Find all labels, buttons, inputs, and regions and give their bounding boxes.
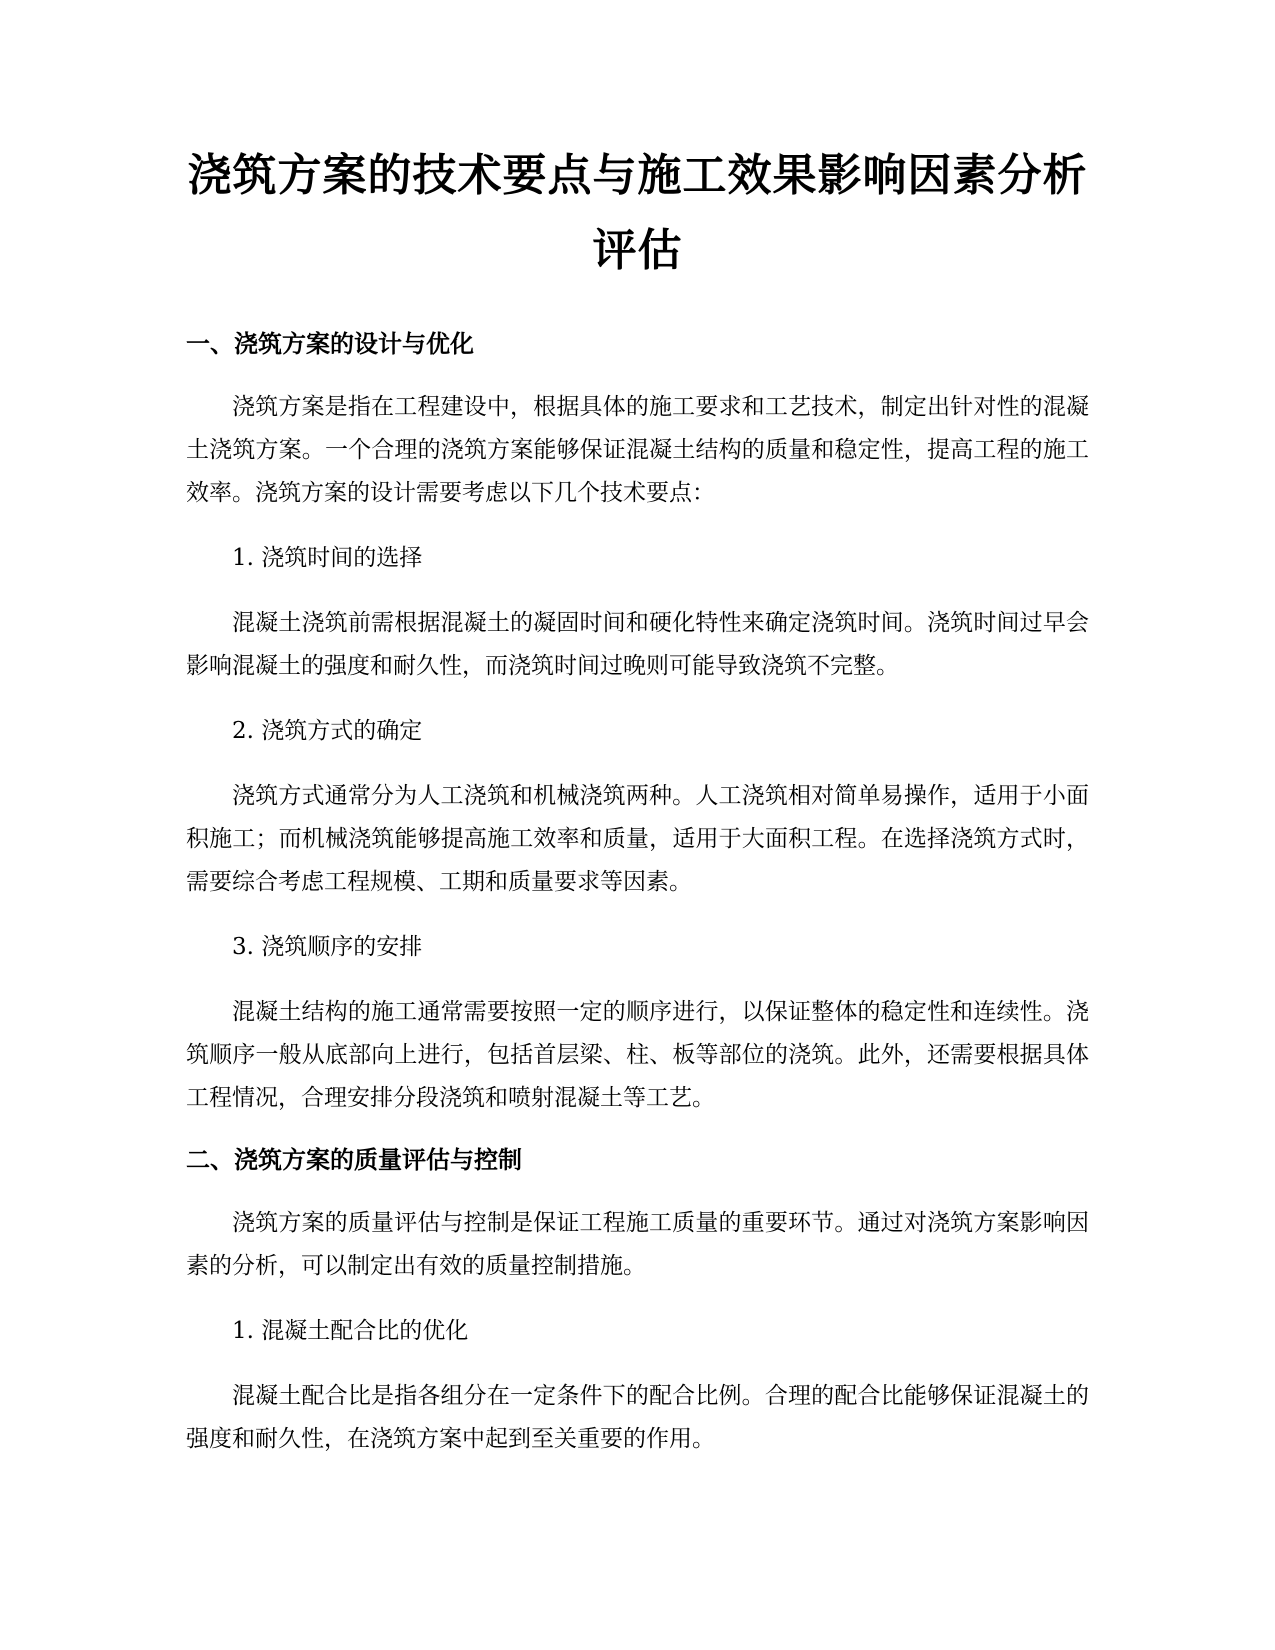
document-body [186, 138, 1089, 1483]
section-1-intro: 浇筑方案是指在工程建设中，根据具体的施工要求和工艺技术，制定出针对性的混凝土浇筑方案。一个合理的浇筑方案能够保证混凝土结构的质量和稳定性，提高工程的施工效率。浇筑方案的设计需要考虑以下几个技术要点： [186, 394, 1089, 506]
document-title: 浇筑方案的技术要点与施工效果影响因素分析评估 [187, 150, 1088, 276]
section-1-item-1-label: 1. 浇筑时间的选择 [232, 545, 423, 571]
section-2-item-1-text: 混凝土配合比是指各组分在一定条件下的配合比例。合理的配合比能够保证混凝土的强度和耐久性，在浇筑方案中起到至关重要的作用。 [186, 1383, 1089, 1452]
section-1-item-2-label: 2. 浇筑方式的确定 [232, 718, 423, 744]
section-2-intro: 浇筑方案的质量评估与控制是保证工程施工质量的重要环节。通过对浇筑方案影响因素的分析，可以制定出有效的质量控制措施。 [186, 1210, 1089, 1279]
section-1-item-3-text: 混凝土结构的施工通常需要按照一定的顺序进行，以保证整体的稳定性和连续性。浇筑顺序一般从底部向上进行，包括首层梁、柱、板等部位的浇筑。此外，还需要根据具体工程情况，合理安排分段浇筑和喷射混凝土等工艺。 [186, 999, 1089, 1111]
section-2-item-1-label: 1. 混凝土配合比的优化 [232, 1318, 469, 1344]
section-1-item-2-text: 浇筑方式通常分为人工浇筑和机械浇筑两种。人工浇筑相对简单易操作，适用于小面积施工；而机械浇筑能够提高施工效率和质量，适用于大面积工程。在选择浇筑方式时，需要综合考虑工程规模、工期和质量要求等因素。 [186, 783, 1089, 895]
section-1-item-1-text: 混凝土浇筑前需根据混凝土的凝固时间和硬化特性来确定浇筑时间。浇筑时间过早会影响混凝土的强度和耐久性，而浇筑时间过晚则可能导致浇筑不完整。 [186, 610, 1089, 679]
section-heading-1: 一、浇筑方案的设计与优化 [186, 330, 474, 358]
section-1-item-3-label: 3. 浇筑顺序的安排 [232, 934, 423, 960]
section-heading-2: 二、浇筑方案的质量评估与控制 [186, 1146, 522, 1174]
